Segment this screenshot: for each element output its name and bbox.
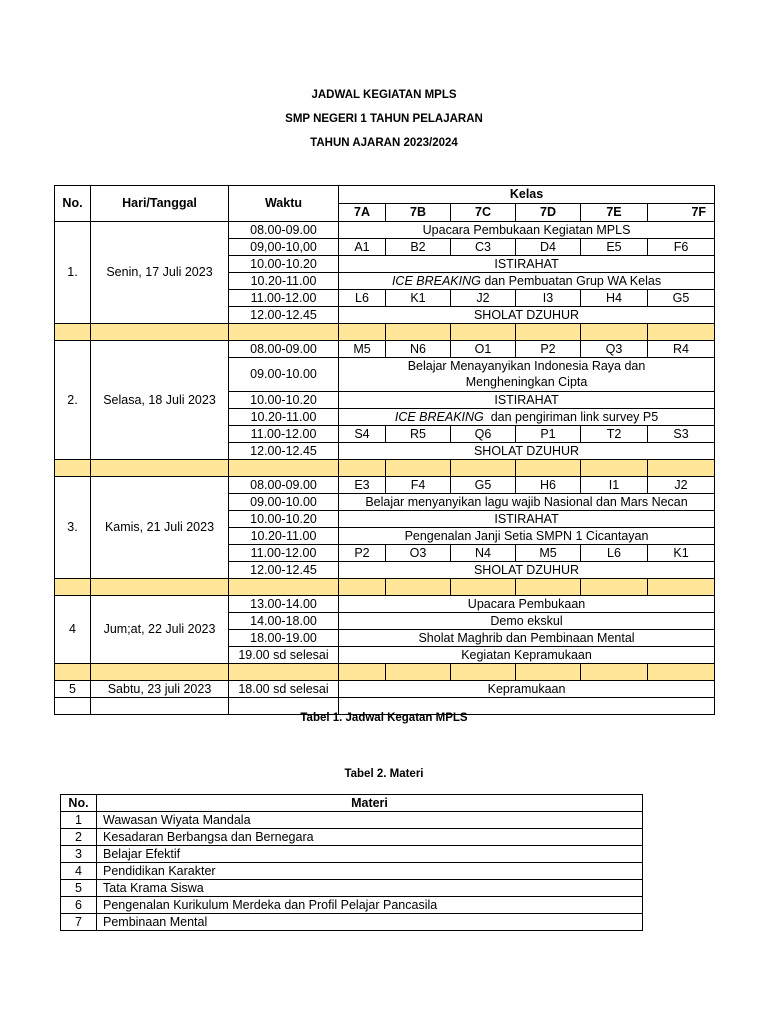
- row-no: 3: [61, 846, 97, 863]
- group-cell: E5: [581, 239, 648, 256]
- table-row: [61, 829, 643, 846]
- time-cell: 10.20-11.00: [229, 409, 339, 426]
- activity-cell: [339, 409, 715, 426]
- activity-cell: Mengheningkan Cipta: [339, 375, 715, 392]
- doc-subtitle: SMP NEGERI 1 TAHUN PELAJARAN: [285, 113, 483, 125]
- group-cell: I3: [516, 290, 581, 307]
- time-cell: 18.00-19.00: [229, 630, 339, 647]
- row-no: 6: [61, 897, 97, 914]
- group-cell: C3: [451, 239, 516, 256]
- group-cell: R4: [648, 341, 715, 358]
- group-cell: J2: [451, 290, 516, 307]
- table-row: [61, 812, 643, 829]
- time-cell: 11.00-12.00: [229, 290, 339, 307]
- activity-cell: Upacara Pembukaan: [339, 596, 715, 613]
- activity-cell: [339, 273, 715, 290]
- group-cell: F4: [386, 477, 451, 494]
- group-cell: D4: [516, 239, 581, 256]
- group-cell: R5: [386, 426, 451, 443]
- row-materi: Wawasan Wiyata Mandala: [97, 812, 643, 829]
- group-cell: H6: [516, 477, 581, 494]
- group-cell: L6: [581, 545, 648, 562]
- group-cell: N4: [451, 545, 516, 562]
- time-cell: 18.00 sd selesai: [229, 681, 339, 698]
- group-cell: M5: [516, 545, 581, 562]
- time-cell: 11.00-12.00: [229, 545, 339, 562]
- activity-cell: Kepramukaan: [339, 681, 715, 698]
- group-cell: S3: [648, 426, 715, 443]
- doc-year: TAHUN AJARAN 2023/2024: [310, 137, 458, 149]
- row-materi: Pendidikan Karakter: [97, 863, 643, 880]
- group-cell: N6: [386, 341, 451, 358]
- group-cell: I1: [581, 477, 648, 494]
- time-cell: 12.00-12.45: [229, 307, 339, 324]
- row-materi: Belajar Efektif: [97, 846, 643, 863]
- table2-title: Tabel 2. Materi: [344, 768, 424, 780]
- group-cell: E3: [339, 477, 386, 494]
- group-cell: P2: [516, 341, 581, 358]
- time-cell: 08.00-09.00: [229, 222, 339, 239]
- group-cell: T2: [581, 426, 648, 443]
- group-cell: Q6: [451, 426, 516, 443]
- row-no: 2: [61, 829, 97, 846]
- time-cell: 12.00-12.45: [229, 562, 339, 579]
- group-cell: K1: [386, 290, 451, 307]
- activity-italic: ICE BREAKING: [394, 409, 484, 424]
- day-no: 3.: [55, 477, 91, 579]
- header-no: No.: [55, 186, 91, 222]
- class-header: 7D: [516, 204, 581, 222]
- group-cell: K1: [648, 545, 715, 562]
- group-cell: Q3: [581, 341, 648, 358]
- separator-row: [55, 579, 715, 596]
- group-cell: A1: [339, 239, 386, 256]
- doc-title: JADWAL KEGIATAN MPLS: [311, 89, 457, 101]
- row-no: 1: [61, 812, 97, 829]
- header-materi: Materi: [97, 795, 643, 812]
- day-no: 1.: [55, 222, 91, 324]
- row-no: 4: [61, 863, 97, 880]
- activity-cell: ISTIRAHAT: [339, 511, 715, 528]
- row-no: 5: [61, 880, 97, 897]
- group-cell: B2: [386, 239, 451, 256]
- time-cell: 09.00-10.00: [229, 358, 339, 392]
- schedule-table: [54, 185, 715, 715]
- table-row: [61, 846, 643, 863]
- group-cell: L6: [339, 290, 386, 307]
- day-no: 2.: [55, 341, 91, 460]
- activity-cell: Pengenalan Janji Setia SMPN 1 Cicantayan: [339, 528, 715, 545]
- time-cell: 10.00-10.20: [229, 256, 339, 273]
- header-no: No.: [61, 795, 97, 812]
- table1-caption: Tabel 1. Jadwal Kegatan MPLS: [300, 712, 468, 724]
- day-date: Senin, 17 Juli 2023: [91, 222, 229, 324]
- activity-cell: SHOLAT DZUHUR: [339, 562, 715, 579]
- activity-cell: ISTIRAHAT: [339, 392, 715, 409]
- group-cell: G5: [648, 290, 715, 307]
- time-cell: 10.20-11.00: [229, 528, 339, 545]
- separator-row: [55, 460, 715, 477]
- class-header: 7C: [451, 204, 516, 222]
- header-day: Hari/Tanggal: [91, 186, 229, 222]
- time-cell: 08.00-09.00: [229, 341, 339, 358]
- day-no: 4: [55, 596, 91, 664]
- time-cell: 09,00-10,00: [229, 239, 339, 256]
- group-cell: G5: [451, 477, 516, 494]
- row-materi: Pengenalan Kurikulum Merdeka dan Profil Pelajar Pancasila: [97, 897, 643, 914]
- class-header: 7A: [339, 204, 386, 222]
- activity-cell: Sholat Maghrib dan Pembinaan Mental: [339, 630, 715, 647]
- table-row: [61, 897, 643, 914]
- day-no: 5: [55, 681, 91, 698]
- activity-cell: SHOLAT DZUHUR: [339, 307, 715, 324]
- table-row: [61, 914, 643, 931]
- group-cell: M5: [339, 341, 386, 358]
- time-cell: 12.00-12.45: [229, 443, 339, 460]
- materi-table: [60, 794, 643, 931]
- activity-italic: ICE BREAKING: [391, 273, 481, 288]
- group-cell: F6: [648, 239, 715, 256]
- day-date: Kamis, 21 Juli 2023: [91, 477, 229, 579]
- day-date: Selasa, 18 Juli 2023: [91, 341, 229, 460]
- group-cell: P2: [339, 545, 386, 562]
- activity-text: dan Pembuatan Grup WA Kelas: [480, 273, 662, 288]
- activity-cell: Demo ekskul: [339, 613, 715, 630]
- row-materi: Tata Krama Siswa: [97, 880, 643, 897]
- class-header: 7F: [648, 204, 715, 222]
- separator-row: [55, 664, 715, 681]
- group-cell: O1: [451, 341, 516, 358]
- group-cell: P1: [516, 426, 581, 443]
- row-no: 7: [61, 914, 97, 931]
- day-date: Jum;at, 22 Juli 2023: [91, 596, 229, 664]
- group-cell: J2: [648, 477, 715, 494]
- activity-cell: ISTIRAHAT: [339, 256, 715, 273]
- header-time: Waktu: [229, 186, 339, 222]
- time-cell: 08.00-09.00: [229, 477, 339, 494]
- group-cell: S4: [339, 426, 386, 443]
- group-cell: H4: [581, 290, 648, 307]
- day-date: Sabtu, 23 juli 2023: [91, 681, 229, 698]
- class-header: 7B: [386, 204, 451, 222]
- table-row: [61, 863, 643, 880]
- time-cell: 13.00-14.00: [229, 596, 339, 613]
- group-cell: O3: [386, 545, 451, 562]
- time-cell: 10.20-11.00: [229, 273, 339, 290]
- time-cell: 10.00-10.20: [229, 392, 339, 409]
- time-cell: 14.00-18.00: [229, 613, 339, 630]
- activity-cell: Kegiatan Kepramukaan: [339, 647, 715, 664]
- separator-row: [55, 324, 715, 341]
- activity-cell: Belajar menyanyikan lagu wajib Nasional dan Mars Necan: [339, 494, 715, 511]
- class-header: 7E: [581, 204, 648, 222]
- header-kelas: Kelas: [339, 186, 715, 204]
- activity-cell: Belajar Menayanyikan Indonesia Raya dan: [339, 358, 715, 375]
- time-cell: 11.00-12.00: [229, 426, 339, 443]
- time-cell: 10.00-10.20: [229, 511, 339, 528]
- row-materi: Kesadaran Berbangsa dan Bernegara: [97, 829, 643, 846]
- activity-cell: SHOLAT DZUHUR: [339, 443, 715, 460]
- time-cell: 09.00-10.00: [229, 494, 339, 511]
- activity-text: dan pengiriman link survey P5: [483, 409, 659, 424]
- table-row: [61, 880, 643, 897]
- time-cell: 19.00 sd selesai: [229, 647, 339, 664]
- row-materi: Pembinaan Mental: [97, 914, 643, 931]
- activity-cell: Upacara Pembukaan Kegiatan MPLS: [339, 222, 715, 239]
